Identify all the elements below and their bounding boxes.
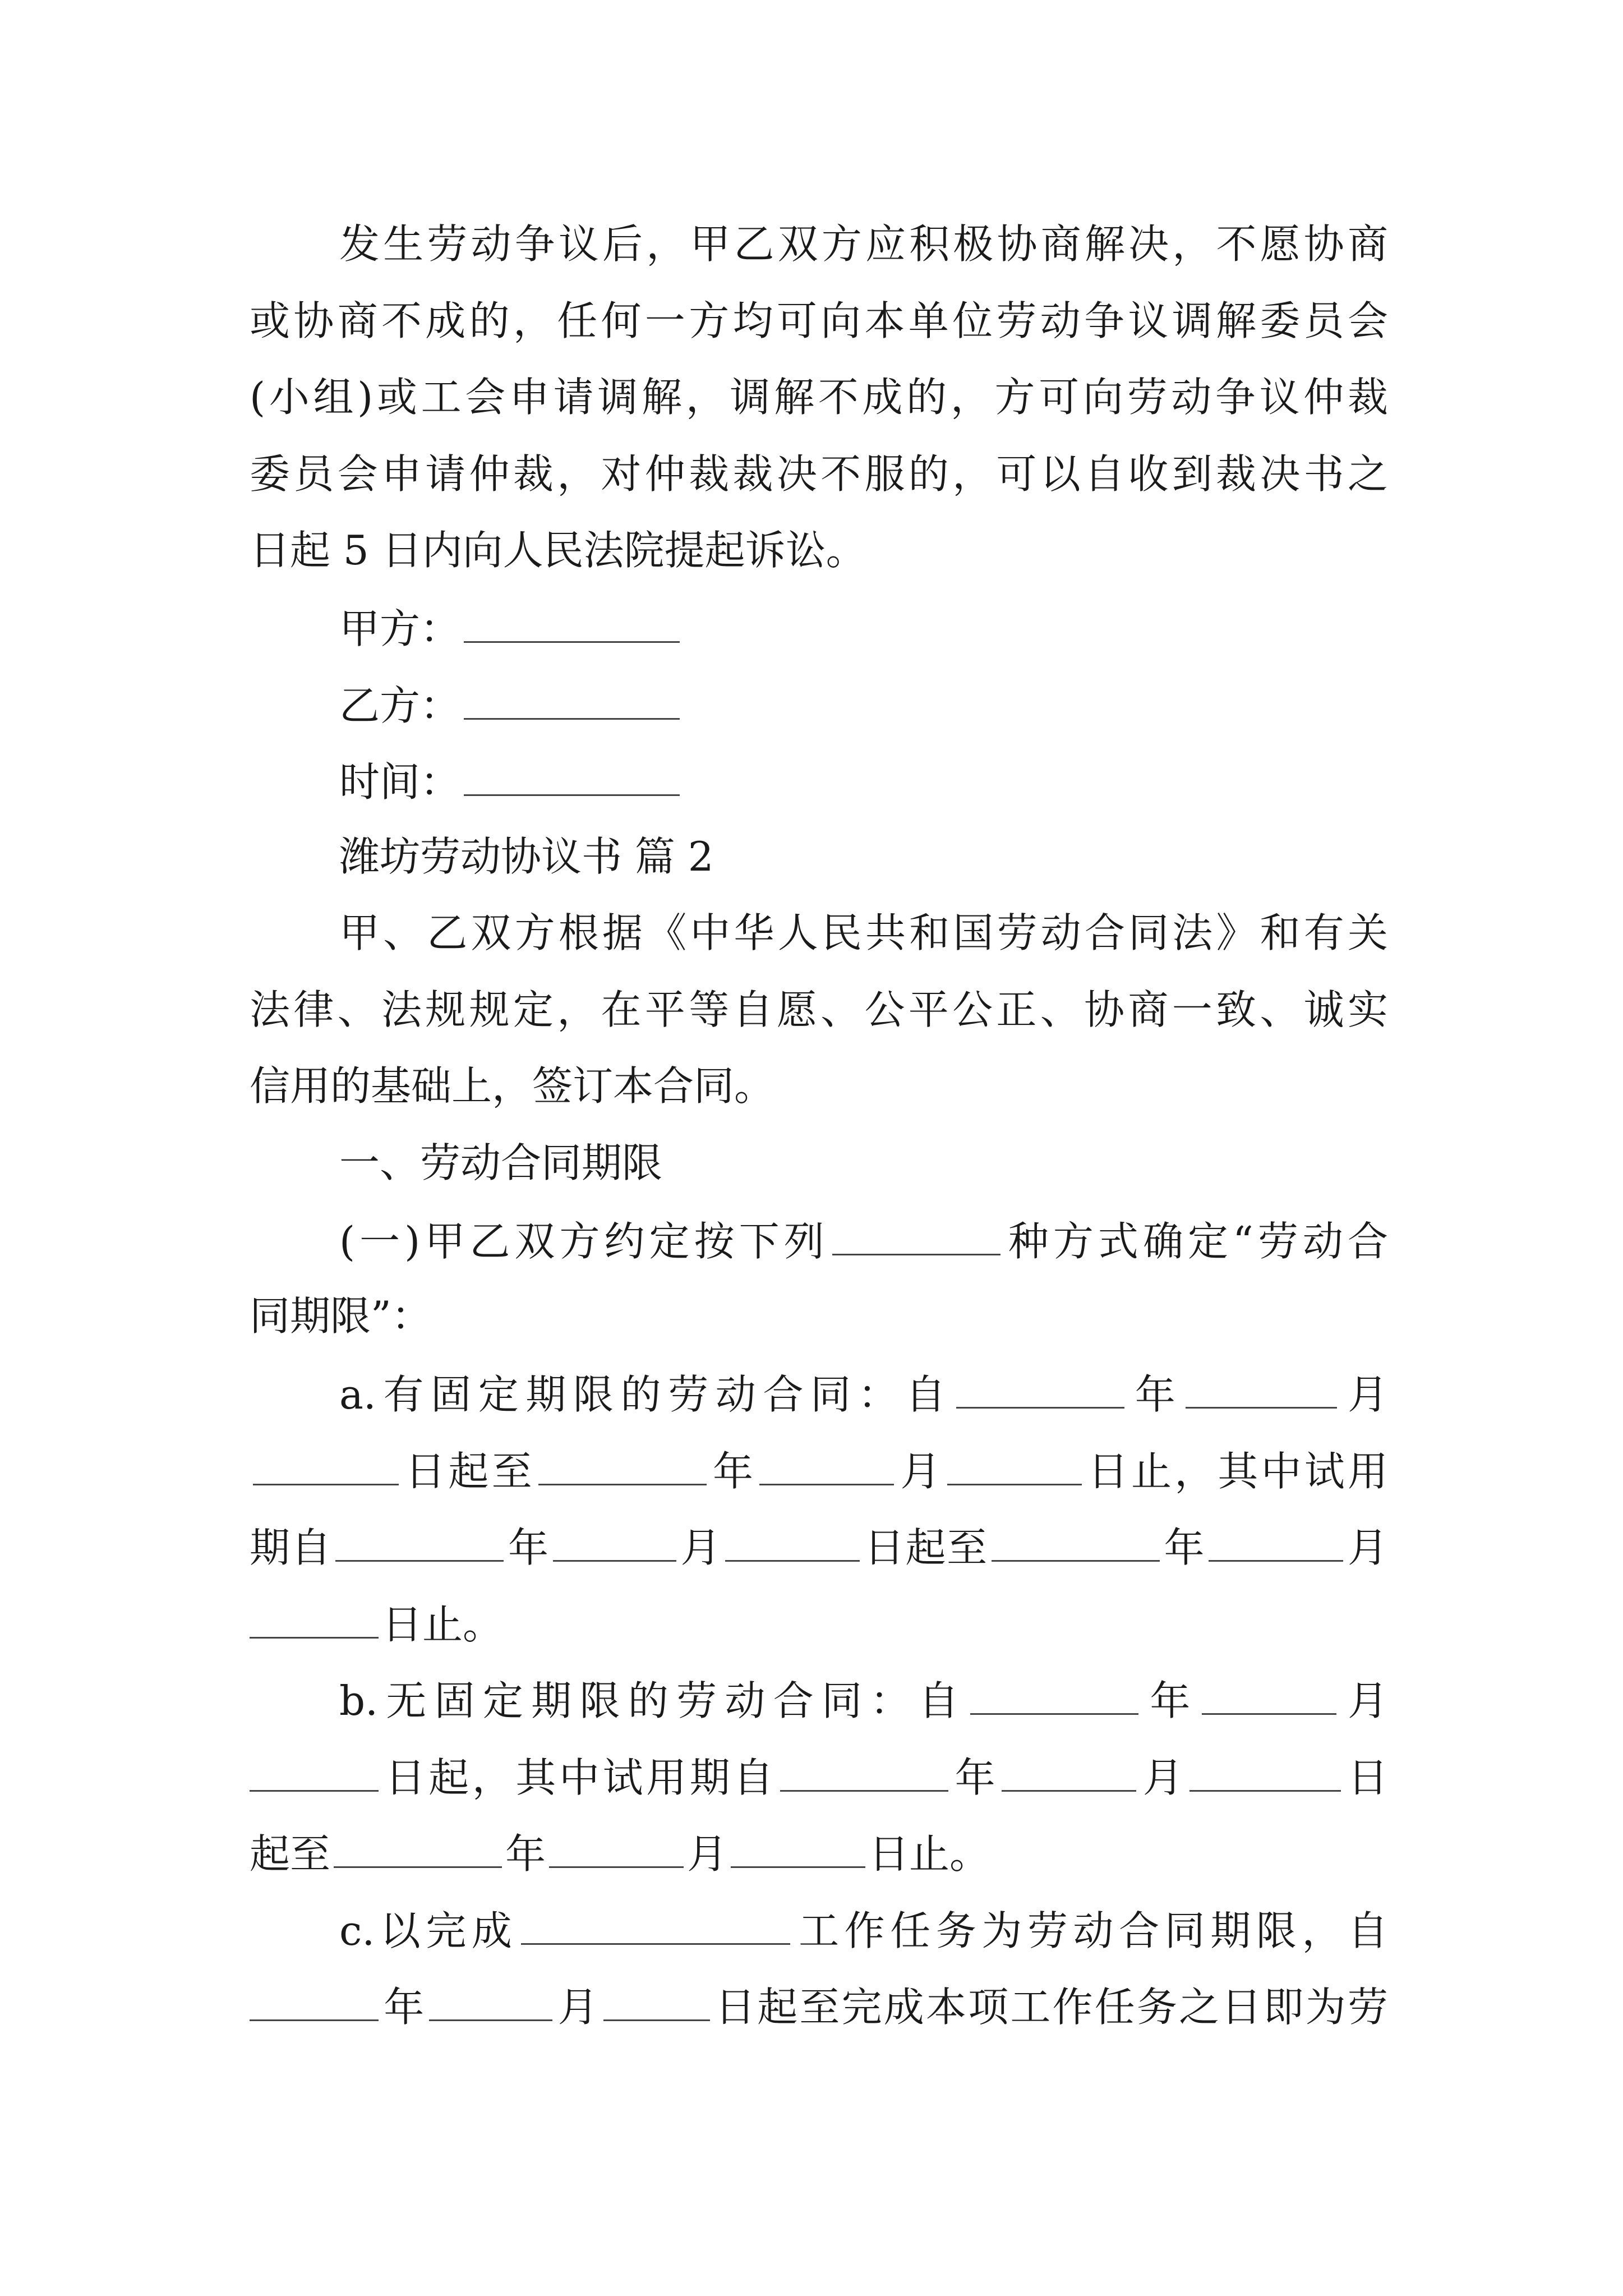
- fill-blank: [553, 1517, 676, 1562]
- fill-blank: [725, 1517, 860, 1562]
- paragraph-line: 委员会申请仲裁，对仲裁裁决不服的，可以自收到裁决书之: [250, 450, 1388, 498]
- fill-blank: [603, 1977, 710, 2021]
- fill-blank: [1189, 1747, 1341, 1792]
- party-a-blank: [464, 599, 680, 643]
- fill-blank: [1186, 1364, 1337, 1409]
- clause-line: [339, 1211, 1388, 1267]
- paragraph-line: 信用的基础上，签订本合同。: [250, 1062, 775, 1110]
- clause-text: 月: [897, 1448, 944, 1495]
- paragraph-line: 发生劳动争议后，甲乙双方应积极协商解决，不愿协商: [339, 220, 1388, 268]
- clause-text: 期自: [250, 1524, 333, 1571]
- paragraph-line: 日起 5 日内向人民法院提起诉讼。: [250, 527, 866, 574]
- clause-text: 日: [1344, 1754, 1388, 1801]
- fill-blank: [956, 1364, 1124, 1409]
- clause-text: 月: [1140, 1754, 1187, 1801]
- clause-text: 起至: [250, 1830, 331, 1878]
- paragraph-line: (小组)或工会申请调解，调解不成的，方可向劳动争议仲裁: [250, 374, 1388, 421]
- option-a-line: [339, 1364, 1388, 1420]
- signature-time: [339, 752, 1388, 808]
- clause-text: (一)甲乙双方约定按下列: [339, 1218, 829, 1265]
- clause-text: 月: [556, 1984, 600, 2031]
- clause-text: 日止。: [382, 1601, 504, 1648]
- clause-text: 种方式确定“劳动合: [1003, 1218, 1389, 1265]
- clause-text: 日起至完成本项工作任务之日即为劳: [713, 1984, 1388, 2031]
- paragraph-line: 甲、乙双方根据《中华人民共和国劳动合同法》和有关: [339, 909, 1388, 956]
- option-a-line: [250, 1594, 1388, 1650]
- signature-party-b: [339, 675, 1388, 731]
- clause-heading: 一、劳动合同期限: [339, 1139, 663, 1186]
- fill-blank: [334, 1824, 502, 1868]
- fill-blank: [1209, 1517, 1343, 1562]
- time-blank: [464, 752, 680, 796]
- clause-text: 日止。: [869, 1830, 990, 1878]
- clause-text: 年: [1142, 1677, 1198, 1724]
- clause-text: 年: [505, 1830, 546, 1878]
- fill-blank: [970, 1671, 1138, 1715]
- option-b-line: [250, 1747, 1388, 1803]
- fill-blank: [780, 1747, 948, 1792]
- fill-blank: [250, 1977, 379, 2021]
- clause-text: 月: [687, 1830, 728, 1878]
- clause-text: 月: [1339, 1677, 1388, 1724]
- fill-blank: [335, 1517, 504, 1562]
- fill-blank: [429, 1977, 552, 2021]
- option-a-line: [250, 1441, 1388, 1497]
- clause-text: 日起至: [402, 1448, 535, 1495]
- clause-text: 日止，其中试用: [1085, 1448, 1388, 1495]
- fill-blank: [538, 1441, 707, 1485]
- fill-blank: [549, 1824, 684, 1868]
- clause-text: c.以完成: [339, 1907, 518, 1954]
- fill-blank: [250, 1747, 379, 1792]
- fill-blank: [947, 1441, 1082, 1485]
- party-a-label: 甲方：: [339, 605, 461, 652]
- fill-blank: [253, 1441, 399, 1485]
- paragraph-line: 法律、法规规定，在平等自愿、公平公正、协商一致、诚实: [250, 986, 1388, 1033]
- clause-text: 月: [1340, 1371, 1388, 1418]
- option-b-line: [339, 1671, 1388, 1727]
- paragraph-line: 或协商不成的，任何一方均可向本单位劳动争议调解委员会: [250, 297, 1388, 344]
- clause-text: 月: [1347, 1524, 1388, 1571]
- clause-text: 月: [679, 1524, 722, 1571]
- signature-party-a: [339, 599, 1388, 655]
- clause-text: 日起至: [863, 1524, 988, 1571]
- clause-text: a.有固定期限的劳动合同：自: [339, 1371, 953, 1418]
- party-b-blank: [464, 675, 680, 720]
- clause-text: 年: [1163, 1524, 1206, 1571]
- clause-text: 日起，其中试用期自: [382, 1754, 777, 1801]
- clause-text: 工作任务为劳动合同期限，自: [793, 1907, 1388, 1954]
- clause-line: 同期限”：: [250, 1292, 432, 1340]
- clause-text: b.无固定期限的劳动合同：自: [339, 1677, 967, 1724]
- clause-text: 年: [1128, 1371, 1183, 1418]
- clause-text: 年: [507, 1524, 550, 1571]
- clause-text: 年: [709, 1448, 757, 1495]
- fill-blank: [759, 1441, 894, 1485]
- option-c-line: [339, 1901, 1388, 1957]
- fill-blank: [832, 1211, 1000, 1255]
- option-b-line: [250, 1824, 1388, 1880]
- clause-text: 年: [382, 1984, 426, 2031]
- fill-blank: [250, 1594, 379, 1639]
- fill-blank: [1002, 1747, 1136, 1792]
- fill-blank: [521, 1901, 790, 1945]
- option-c-line: [250, 1977, 1388, 2033]
- section-heading: 潍坊劳动协议书 篇 2: [339, 833, 714, 880]
- option-a-line: [250, 1517, 1388, 1573]
- clause-text: 年: [951, 1754, 999, 1801]
- party-b-label: 乙方：: [339, 682, 461, 729]
- fill-blank: [731, 1824, 865, 1868]
- time-label: 时间：: [339, 758, 461, 806]
- fill-blank: [1202, 1671, 1336, 1715]
- fill-blank: [992, 1517, 1160, 1562]
